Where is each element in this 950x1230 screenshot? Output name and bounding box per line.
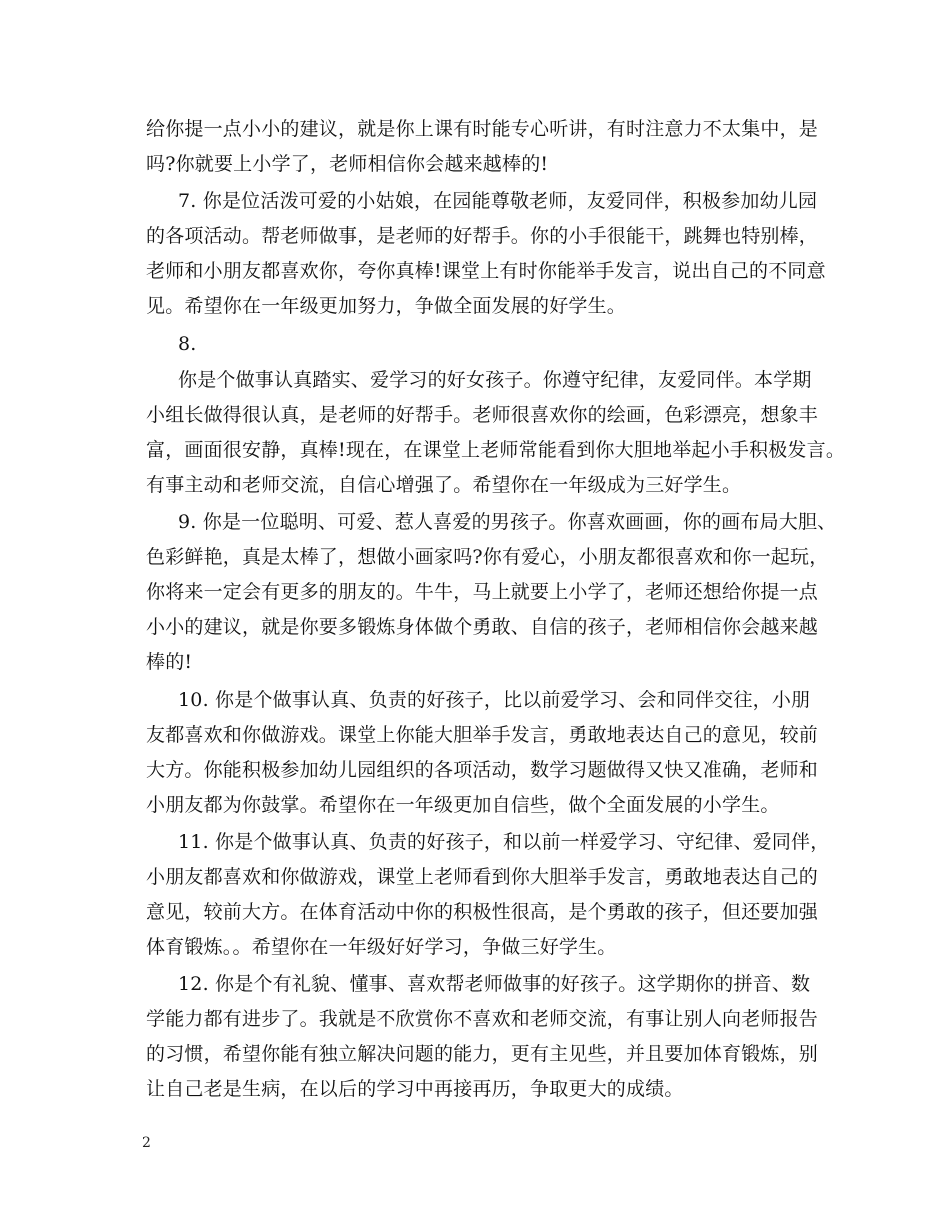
text-line: 见。希望你在一年级更加努力，争做全面发展的好学生。 xyxy=(146,295,627,317)
text-line: 意见，较前大方。在体育活动中你的积极性很高，是个勇敢的孩子，但还要加强 xyxy=(146,901,819,923)
text-line: 小小的建议，就是你要多锻炼身体做个勇敢、自信的孩子，老师相信你会越来越 xyxy=(146,616,819,638)
text-line: 小朋友都喜欢和你做游戏，课堂上老师看到你大胆举手发言，勇敢地表达自己的 xyxy=(146,866,819,888)
text-line: 吗?你就要上小学了，老师相信你会越来越棒的! xyxy=(146,153,549,175)
text-line: 小组长做得很认真，是老师的好帮手。老师很喜欢你的绘画，色彩漂亮，想象丰 xyxy=(146,404,819,426)
text-line: 11. 你是个做事认真、负责的好孩子，和以前一样爱学习、守纪律、爱同伴， xyxy=(178,831,830,853)
text-line: 10. 你是个做事认真、负责的好孩子，比以前爱学习、会和同伴交往，小朋 xyxy=(178,689,811,711)
text-line: 小朋友都为你鼓掌。希望你在一年级更加自信些，做个全面发展的小学生。 xyxy=(146,794,780,816)
text-line: 你是个做事认真踏实、爱学习的好女孩子。你遵守纪律，友爱同伴。本学期 xyxy=(178,369,812,391)
text-line: 有事主动和老师交流，自信心增强了。希望你在一年级成为三好学生。 xyxy=(146,474,742,496)
text-line: 色彩鲜艳，真是太棒了，想做小画家吗?你有爱心，小朋友都很喜欢和你一起玩， xyxy=(146,546,829,568)
text-line: 体育锻炼。。希望你在一年级好好学习，争做三好学生。 xyxy=(146,936,617,958)
text-line: 学能力都有进步了。我就是不欣赏你不喜欢和老师交流，有事让别人向老师报告 xyxy=(146,1008,819,1030)
text-line: 棒的! xyxy=(146,651,193,673)
text-line: 9. 你是一位聪明、可爱、惹人喜爱的男孩子。你喜欢画画，你的画布局大胆、 xyxy=(178,511,837,533)
text-line: 友都喜欢和你做游戏。课堂上你能大胆举手发言，勇敢地表达自己的意见，较前 xyxy=(146,724,819,746)
text-line: 富，画面很安静，真棒!现在，在课堂上老师常能看到你大胆地举起小手积极发言。 xyxy=(146,439,846,461)
text-line: 8. xyxy=(178,333,197,355)
text-line: 你将来一定会有更多的朋友的。牛牛，马上就要上小学了，老师还想给你提一点 xyxy=(146,581,819,603)
text-line: 让自己老是生病，在以后的学习中再接再历，争取更大的成绩。 xyxy=(146,1078,684,1100)
text-line: 大方。你能积极参加幼儿园组织的各项活动，数学习题做得又快又准确，老师和 xyxy=(146,759,819,781)
text-line: 老师和小朋友都喜欢你，夸你真棒!课堂上有时你能举手发言，说出自己的不同意 xyxy=(146,260,826,282)
text-line: 12. 你是个有礼貌、懂事、喜欢帮老师做事的好孩子。这学期你的拼音、数 xyxy=(178,973,811,995)
page-number: 2 xyxy=(142,1135,151,1151)
text-line: 的各项活动。帮老师做事，是老师的好帮手。你的小手很能干，跳舞也特别棒， xyxy=(146,225,819,247)
text-line: 7. 你是位活泼可爱的小姑娘，在园能尊敬老师，友爱同伴，积极参加幼儿园 xyxy=(178,190,818,212)
text-line: 给你提一点小小的建议，就是你上课有时能专心听讲，有时注意力不太集中，是 xyxy=(146,118,819,140)
text-line: 的习惯，希望你能有独立解决问题的能力，更有主见些，并且要加体育锻炼，别 xyxy=(146,1043,819,1065)
